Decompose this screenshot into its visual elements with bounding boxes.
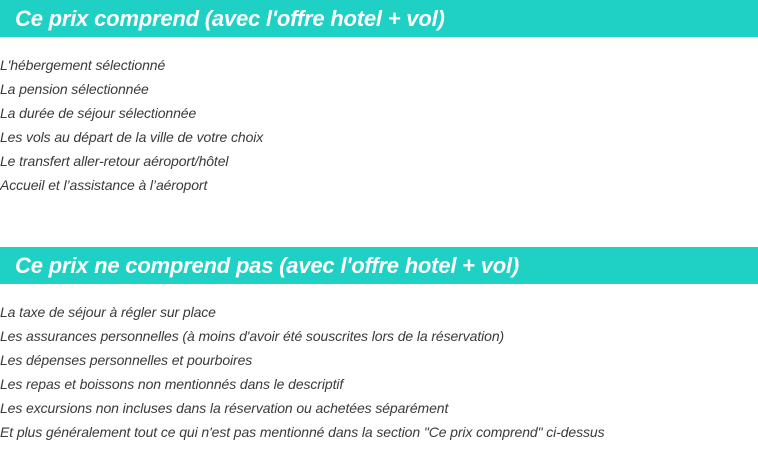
price-includes-banner — [0, 0, 758, 37]
list-item: Les repas et boissons non mentionnés dans le descriptif — [0, 376, 344, 392]
price-excludes-section — [0, 247, 758, 444]
list-item: La durée de séjour sélectionnée — [0, 105, 197, 121]
price-includes-title: Ce prix comprend (avec l'offre hotel + vol) — [15, 6, 445, 31]
list-item: Les vols au départ de la ville de votre choix — [0, 129, 264, 145]
list-item: Les assurances personnelles (à moins d'avoir été souscrites lors de la réservation) — [0, 328, 505, 344]
list-item: La taxe de séjour à régler sur place — [0, 304, 216, 320]
list-item: Le transfert aller-retour aéroport/hôtel — [0, 153, 229, 169]
list-item: Et plus généralement tout ce qui n'est pas mentionné dans la section "Ce prix comprend" ci-dessus — [0, 424, 605, 440]
price-includes-section — [0, 0, 758, 197]
list-item: Les excursions non incluses dans la réservation ou achetées séparément — [0, 400, 449, 416]
list-item: La pension sélectionnée — [0, 81, 149, 97]
price-excludes-title: Ce prix ne comprend pas (avec l'offre hotel + vol) — [15, 253, 520, 278]
list-item: Les dépenses personnelles et pourboires — [0, 352, 253, 368]
list-item: Accueil et l’assistance à l’aéroport — [0, 177, 208, 193]
price-includes-list — [0, 53, 758, 197]
price-excludes-banner — [0, 247, 758, 284]
price-excludes-list — [0, 300, 758, 444]
list-item: L'hébergement sélectionné — [0, 57, 166, 73]
